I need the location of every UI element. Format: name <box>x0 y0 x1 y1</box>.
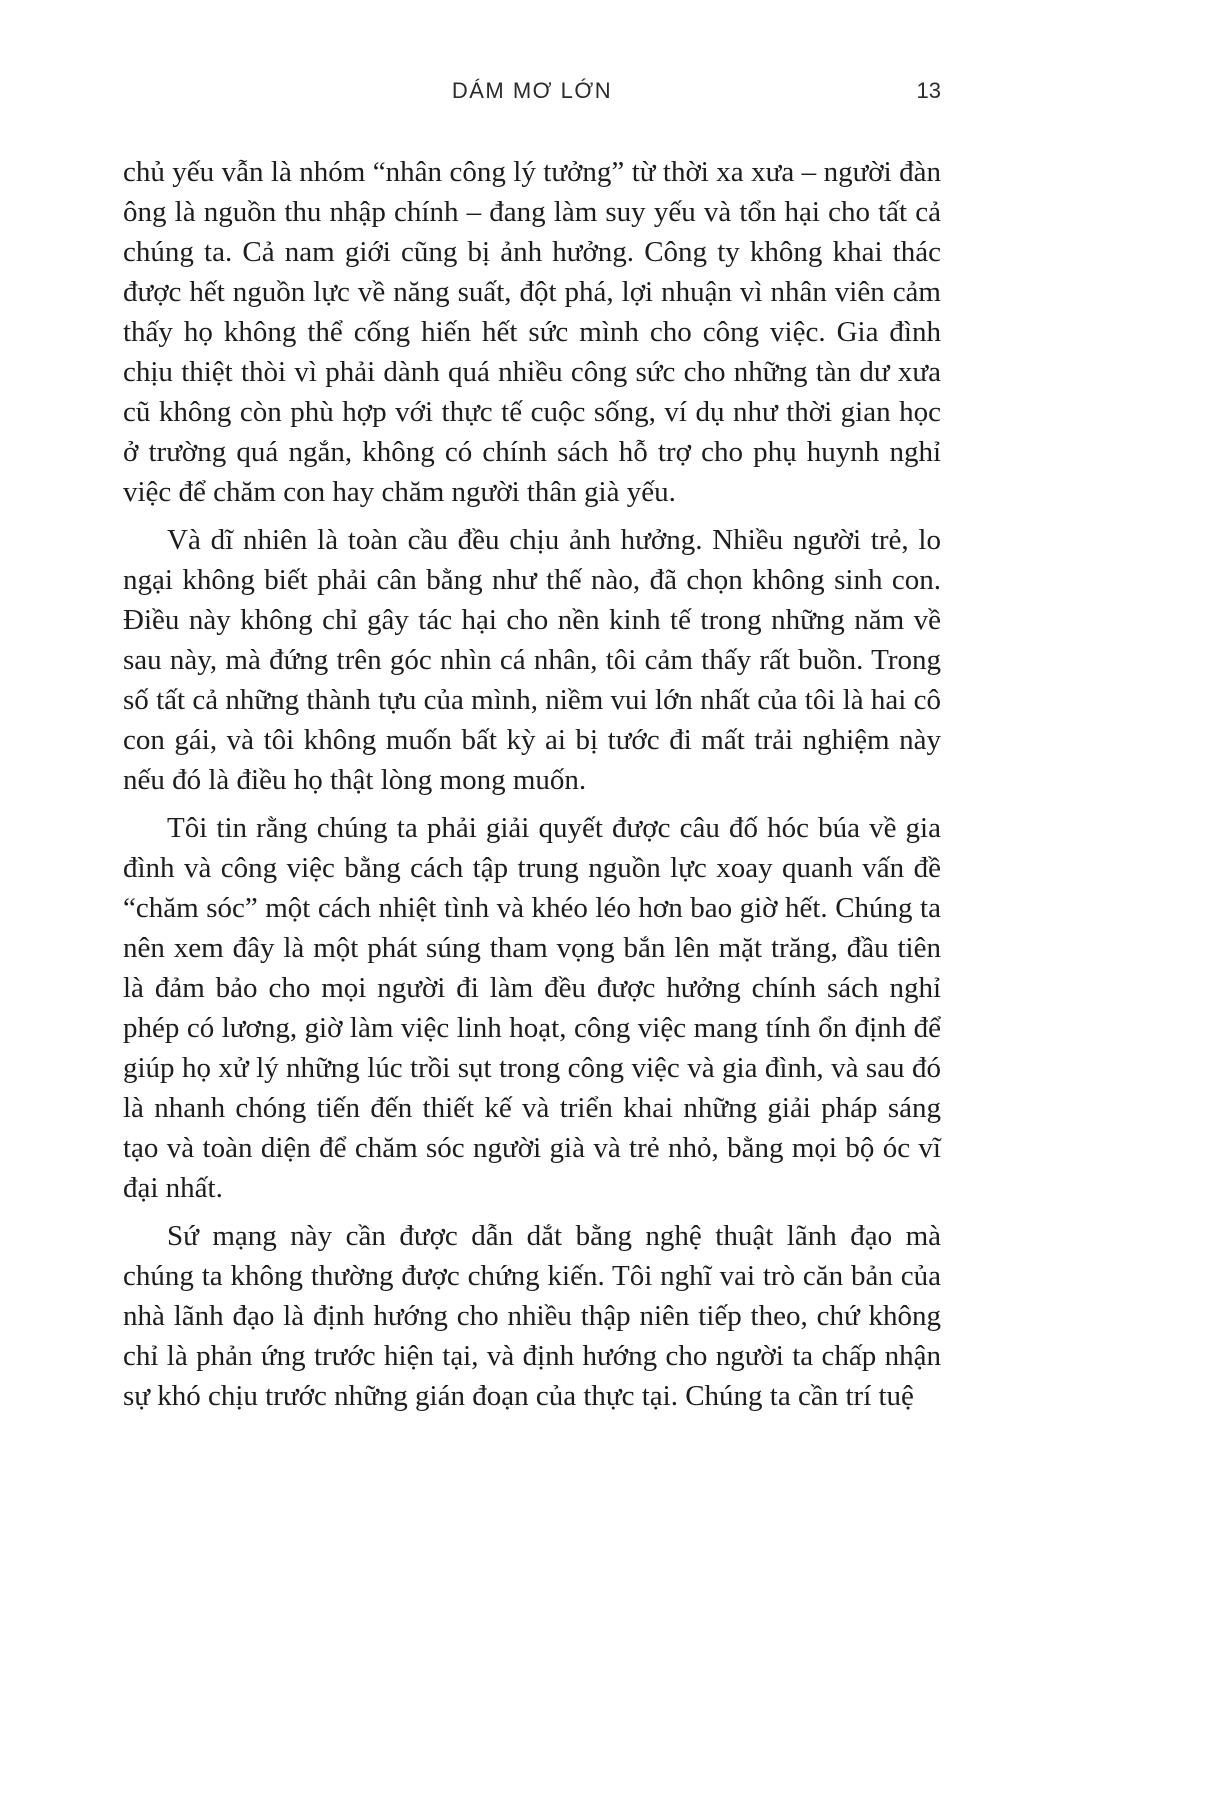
paragraph: Sứ mạng này cần được dẫn dắt bằng nghệ thuật lãnh đạo mà chúng ta không thường được chứng kiến. Tôi nghĩ vai trò căn bản của nhà lãnh đạo là định hướng cho nhiều thập niên tiếp theo, chứ không chỉ là phản ứng trước hiện tại, và định hướng cho người ta chấp nhận sự khó chịu trước những gián đoạn của thực tại. Chúng ta cần trí tuệ <box>123 1220 941 1412</box>
page-body <box>123 152 941 1416</box>
paragraph: Tôi tin rằng chúng ta phải giải quyết được câu đố hóc búa về gia đình và công việc bằng cách tập trung nguồn lực xoay quanh vấn đề “chăm sóc” một cách nhiệt tình và khéo léo hơn bao giờ hết. Chúng ta nên xem đây là một phát súng tham vọng bắn lên mặt trăng, đầu tiên là đảm bảo cho mọi người đi làm đều được hưởng chính sách nghỉ phép có lương, giờ làm việc linh hoạt, công việc mang tính ổn định để giúp họ xử lý những lúc trồi sụt trong công việc và gia đình, và sau đó là nhanh chóng tiến đến thiết kế và triển khai những giải pháp sáng tạo và toàn diện để chăm sóc người già và trẻ nhỏ, bằng mọi bộ óc vĩ đại nhất. <box>123 812 941 1204</box>
running-title: DÁM MƠ LỚN <box>451 78 613 103</box>
content-column <box>123 0 941 1416</box>
paragraph: Và dĩ nhiên là toàn cầu đều chịu ảnh hưởng. Nhiều người trẻ, lo ngại không biết phải cân bằng như thế nào, đã chọn không sinh con. Điều này không chỉ gây tác hại cho nền kinh tế trong những năm về sau này, mà đứng trên góc nhìn cá nhân, tôi cảm thấy rất buồn. Trong số tất cả những thành tựu của mình, niềm vui lớn nhất của tôi là hai cô con gái, và tôi không muốn bất kỳ ai bị tước đi mất trải nghiệm này nếu đó là điều họ thật lòng mong muốn. <box>123 524 941 796</box>
page-header <box>123 0 941 108</box>
paragraph: chủ yếu vẫn là nhóm “nhân công lý tưởng” từ thời xa xưa – người đàn ông là nguồn thu nhập chính – đang làm suy yếu và tổn hại cho tất cả chúng ta. Cả nam giới cũng bị ảnh hưởng. Công ty không khai thác được hết nguồn lực về năng suất, đột phá, lợi nhuận vì nhân viên cảm thấy họ không thể cống hiến hết sức mình cho công việc. Gia đình chịu thiệt thòi vì phải dành quá nhiều công sức cho những tàn dư xưa cũ không còn phù hợp với thực tế cuộc sống, ví dụ như thời gian học ở trường quá ngắn, không có chính sách hỗ trợ cho phụ huynh nghỉ việc để chăm con hay chăm người thân già yếu. <box>123 156 941 508</box>
page-number: 13 <box>916 78 941 103</box>
